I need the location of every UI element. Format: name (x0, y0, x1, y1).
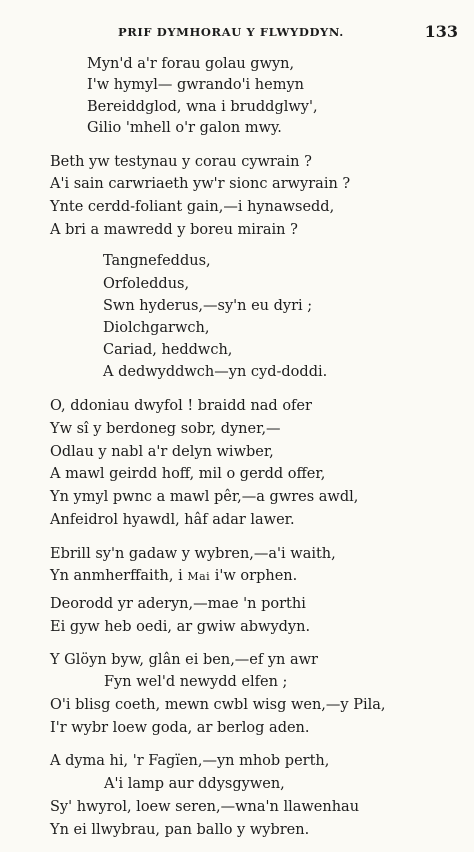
poem-line: Deorodd yr aderyn,—mae 'n porthi (50, 596, 306, 612)
poem-line: I'r wybr loew goda, ar berlog aden. (50, 720, 310, 736)
poem-line: A dyma hi, 'r Fagïen,—yn mhob perth, (50, 753, 330, 769)
poem-line: Gilio 'mhell o'r galon mwy. (87, 120, 282, 136)
poem-line: Sy' hwyrol, loew seren,—wna'n llawenhau (50, 799, 360, 815)
poem-line: I'w hymyl— gwrando'i hemyn (87, 77, 305, 93)
poem-line-text: Yn anmherffaith, i (50, 568, 188, 584)
poem-line: A bri a mawredd y boreu mirain ? (50, 222, 298, 238)
poem-line: O'i blisg coeth, mewn cwbl wisg wen,—y Pila, (50, 697, 386, 713)
poem-line: Swn hyderus,—sy'n eu dyri ; (103, 298, 313, 314)
poem-line: Beth yw testynau y corau cywrain ? (50, 154, 312, 170)
poem-line: Bereiddglod, wna i bruddglwy', (87, 99, 318, 115)
poem-line (50, 567, 297, 586)
poem-line: A mawl geirdd hoff, mil o gerdd offer, (50, 466, 326, 482)
poem-line: A dedwyddwch—yn cyd-doddi. (103, 364, 328, 380)
page-header (0, 22, 474, 42)
poem-line: Yn ymyl pwnc a mawl pêr,—a gwres awdl, (50, 489, 359, 505)
poem-line: Odlau y nabl a'r delyn wiwber, (50, 444, 274, 460)
poem-line: Orfoleddus, (103, 276, 190, 292)
poem-line: Anfeidrol hyawdl, hâf adar lawer. (50, 512, 295, 528)
poem-line: Diolchgarwch, (103, 320, 210, 336)
poem-line: Tangnefeddus, (103, 253, 211, 269)
poem-line: A'i lamp aur ddysgywen, (104, 776, 285, 792)
small-caps-word: Mai (187, 570, 211, 583)
poem-line: Ebrill sy'n gadaw y wybren,—a'i waith, (50, 546, 336, 562)
poem-line: A'i sain carwriaeth yw'r sionc arwyrain ? (50, 176, 351, 192)
poem-line: Fyn wel'd newydd elfen ; (104, 674, 288, 690)
poem-line: Ei gyw heb oedi, ar gwiw abwydyn. (50, 619, 311, 635)
page-number: 133 (424, 22, 458, 41)
poem-line: Yw sî y berdoneg sobr, dyner,— (50, 421, 281, 437)
poem-line: Ynte cerdd-foliant gain,—i hynawsedd, (50, 199, 335, 215)
poem-line: Myn'd a'r forau golau gwyn, (87, 56, 295, 72)
poem-line-text: i'w orphen. (210, 568, 298, 584)
poem-line: Cariad, heddwch, (103, 342, 233, 358)
poem-line: Y Glöyn byw, glân ei ben,—ef yn awr (50, 652, 318, 668)
poem-line: Yn ei llwybrau, pan ballo y wybren. (50, 822, 310, 838)
poem-line: O, ddoniau dwyfol ! braidd nad ofer (50, 398, 312, 414)
running-title: PRIF DYMHORAU Y FLWYDDYN. (118, 25, 344, 39)
